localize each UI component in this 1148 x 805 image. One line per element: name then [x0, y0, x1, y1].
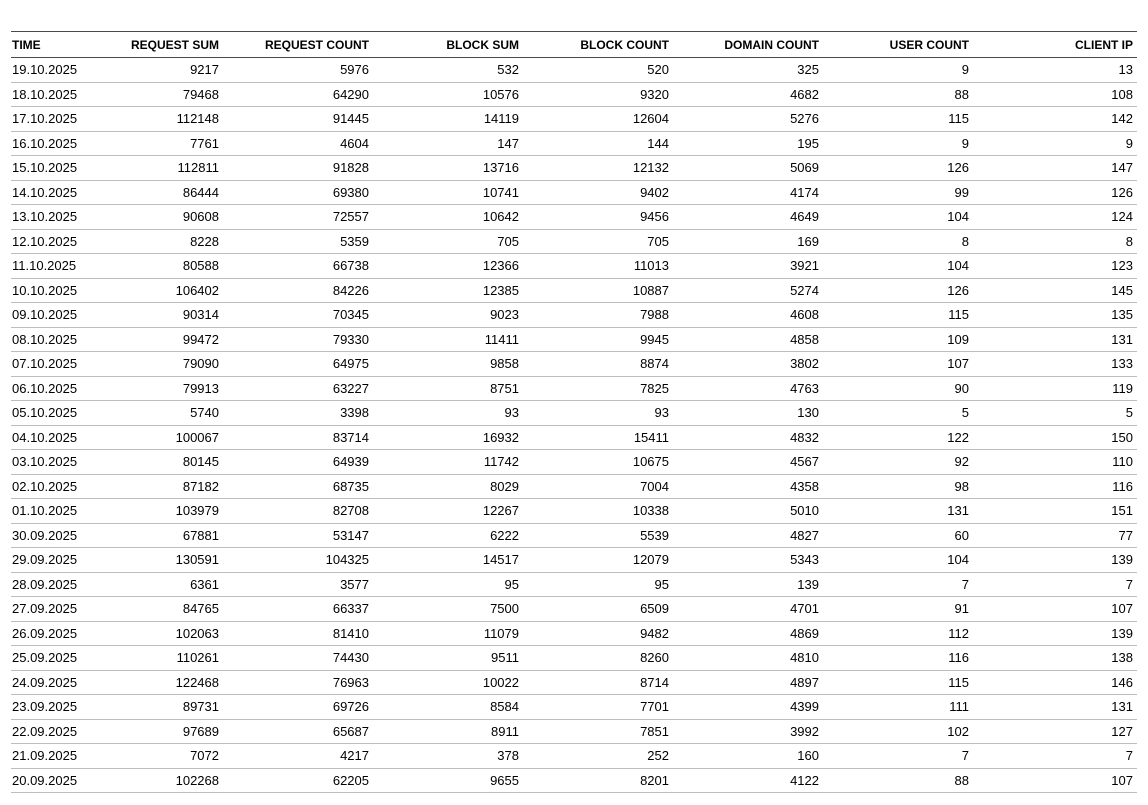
client-ip-cell: 5 [1125, 405, 1133, 421]
block-sum-cell: 12267 [482, 503, 519, 519]
request-sum-cell: 130591 [175, 552, 219, 568]
client-ip-cell: 147 [1111, 160, 1133, 176]
time-cell: 16.10.2025 [12, 135, 78, 151]
time-cell: 08.10.2025 [12, 331, 78, 347]
request-count-cell: 64975 [332, 356, 369, 372]
block-count-cell: 7988 [640, 307, 669, 323]
request-count-cell: 70345 [332, 307, 369, 323]
user-count-cell: 115 [948, 111, 969, 127]
request-sum-cell: 80588 [182, 258, 219, 274]
user-count-cell: 92 [954, 454, 969, 470]
block-count-cell: 9456 [640, 209, 669, 225]
domain-count-cell: 4122 [790, 772, 819, 788]
header-row [11, 32, 1137, 58]
domain-count-cell: 4701 [790, 601, 819, 617]
block-count-cell: 9320 [640, 86, 669, 102]
request-sum-cell: 90608 [182, 209, 219, 225]
client-ip-cell: 131 [1111, 331, 1133, 347]
block-sum-cell: 532 [497, 62, 519, 78]
request-count-cell: 76963 [332, 674, 369, 690]
block-count-cell: 11013 [633, 258, 669, 274]
client-ip-cell: 135 [1111, 307, 1133, 323]
block-count-cell: 7701 [640, 699, 669, 715]
client-ip-cell: 9 [1125, 135, 1133, 151]
user-count-cell: 102 [947, 723, 969, 739]
client-ip-cell: 7 [1125, 576, 1133, 592]
request-sum-cell: 102268 [175, 772, 219, 788]
domain-count-cell: 5069 [790, 160, 819, 176]
user-count-cell: 7 [961, 576, 969, 592]
time-cell: 26.09.2025 [12, 625, 78, 641]
request-count-cell: 5359 [340, 233, 369, 249]
block-sum-cell: 378 [497, 748, 519, 764]
user-count-cell: 116 [948, 650, 969, 666]
block-count-cell: 8260 [640, 650, 669, 666]
block-count-cell: 144 [647, 135, 669, 151]
request-sum-cell: 86444 [182, 184, 219, 200]
request-count-cell: 62205 [332, 772, 369, 788]
client-ip-cell: 133 [1111, 356, 1133, 372]
client-ip-cell: 13 [1118, 62, 1133, 78]
domain-count-cell: 4358 [790, 478, 819, 494]
block-sum-cell: 8584 [490, 699, 519, 715]
user-count-cell: 104 [947, 209, 969, 225]
user-count-cell: 104 [947, 552, 969, 568]
table-row [11, 131, 1137, 156]
block-count-cell: 8201 [640, 772, 669, 788]
table-row [11, 744, 1137, 769]
client-ip-cell: 127 [1111, 723, 1133, 739]
user-count-cell: 126 [947, 160, 969, 176]
table-header [11, 32, 1137, 58]
block-count-cell: 8714 [640, 674, 669, 690]
domain-count-cell: 4858 [790, 331, 819, 347]
domain-count-cell: 4399 [790, 699, 819, 715]
request-count-cell: 53147 [332, 527, 369, 543]
request-sum-cell: 99472 [182, 331, 219, 347]
user-count-cell: 7 [961, 748, 969, 764]
time-cell: 23.09.2025 [12, 699, 78, 715]
request-sum-cell: 79468 [182, 86, 219, 102]
user-count-cell: 109 [947, 331, 969, 347]
block-sum-cell: 16932 [482, 429, 519, 445]
block-count-cell: 12132 [632, 160, 669, 176]
user-count-cell: 126 [947, 282, 969, 298]
request-sum-cell: 5740 [190, 405, 219, 421]
request-sum-cell: 106402 [175, 282, 219, 298]
request-count-cell: 79330 [332, 331, 369, 347]
table-row [11, 278, 1137, 303]
client-ip-cell: 110 [1112, 454, 1133, 470]
table-row [11, 695, 1137, 720]
block-count-cell: 8874 [640, 356, 669, 372]
domain-count-cell: 130 [797, 405, 819, 421]
domain-count-cell: 5276 [790, 111, 819, 127]
client-ip-cell: 124 [1111, 209, 1133, 225]
client-ip-cell: 108 [1111, 86, 1133, 102]
request-sum-cell: 100067 [175, 429, 219, 445]
user-count-cell: 88 [954, 86, 969, 102]
user-count-cell: 99 [954, 184, 969, 200]
request-count-cell: 82708 [332, 503, 369, 519]
request-count-cell: 5976 [340, 62, 369, 78]
time-cell: 21.09.2025 [12, 748, 78, 764]
request-count-cell: 104325 [325, 552, 369, 568]
request-count-cell: 81410 [332, 625, 369, 641]
stats-table [11, 31, 1137, 793]
block-count-cell: 10887 [632, 282, 669, 298]
client-ip-cell: 77 [1118, 527, 1133, 543]
block-sum-cell: 705 [497, 233, 519, 249]
request-sum-cell: 67881 [182, 527, 219, 543]
user-count-cell: 91 [954, 601, 969, 617]
client-ip-cell: 131 [1111, 699, 1133, 715]
request-sum-cell: 79090 [182, 356, 219, 372]
request-sum-cell: 112811 [177, 160, 219, 176]
user-count-cell: 122 [947, 429, 969, 445]
request-count-cell: 65687 [332, 723, 369, 739]
client-ip-cell: 139 [1111, 552, 1133, 568]
block-sum-cell: 14517 [482, 552, 519, 568]
request-count-cell: 69380 [332, 184, 369, 200]
client-ip-cell: 142 [1111, 111, 1133, 127]
domain-count-cell: 3802 [790, 356, 819, 372]
request-count-cell: 64939 [332, 454, 369, 470]
table-row [11, 82, 1137, 107]
domain-count-cell: 4608 [790, 307, 819, 323]
time-cell: 10.10.2025 [12, 282, 78, 298]
request-sum-cell: 90314 [182, 307, 219, 323]
time-cell: 24.09.2025 [12, 674, 78, 690]
domain-count-cell: 195 [797, 135, 819, 151]
request-count-cell: 4604 [340, 135, 369, 151]
request-sum-cell: 8228 [190, 233, 219, 249]
table-row [11, 450, 1137, 475]
block-sum-cell: 10576 [482, 86, 519, 102]
user-count-cell: 8 [961, 233, 969, 249]
request-sum-cell: 97689 [182, 723, 219, 739]
request-count-cell: 4217 [340, 748, 369, 764]
block-count-cell: 520 [647, 62, 669, 78]
domain-count-cell: 5343 [790, 552, 819, 568]
table-row [11, 401, 1137, 426]
block-count-cell: 7004 [640, 478, 669, 494]
block-sum-cell: 8911 [491, 723, 519, 739]
table-row [11, 425, 1137, 450]
request-sum-cell: 112148 [176, 111, 219, 127]
domain-count-cell: 4649 [790, 209, 819, 225]
client-ip-cell: 146 [1111, 674, 1133, 690]
table-row [11, 205, 1137, 230]
client-ip-cell: 8 [1125, 233, 1133, 249]
table-row [11, 523, 1137, 548]
request-count-cell: 3398 [340, 405, 369, 421]
client-ip-cell: 150 [1111, 429, 1133, 445]
client-ip-cell: 119 [1112, 380, 1133, 396]
request-sum-cell: 110261 [176, 650, 219, 666]
request-sum-cell: 9217 [190, 62, 219, 78]
block-sum-cell: 95 [504, 576, 519, 592]
user-count-cell: 98 [954, 478, 969, 494]
user-count-cell: 131 [947, 503, 969, 519]
table-row [11, 376, 1137, 401]
client-ip-cell: 126 [1111, 184, 1133, 200]
table-row [11, 499, 1137, 524]
block-count-cell: 252 [647, 748, 669, 764]
block-sum-cell: 10022 [482, 674, 519, 690]
block-sum-cell: 11742 [483, 454, 519, 470]
table-row [11, 597, 1137, 622]
time-cell: 07.10.2025 [12, 356, 78, 372]
domain-count-cell: 4174 [790, 184, 819, 200]
time-cell: 15.10.2025 [12, 160, 78, 176]
column-header-block-sum: BLOCK SUM [446, 37, 519, 52]
domain-count-cell: 4897 [790, 674, 819, 690]
block-count-cell: 12079 [632, 552, 669, 568]
domain-count-cell: 4827 [790, 527, 819, 543]
client-ip-cell: 7 [1125, 748, 1133, 764]
block-count-cell: 705 [647, 233, 669, 249]
request-sum-cell: 89731 [182, 699, 219, 715]
request-sum-cell: 79913 [182, 380, 219, 396]
domain-count-cell: 3992 [790, 723, 819, 739]
domain-count-cell: 4869 [790, 625, 819, 641]
time-cell: 25.09.2025 [12, 650, 78, 666]
client-ip-cell: 107 [1111, 601, 1133, 617]
user-count-cell: 111 [949, 699, 969, 715]
time-cell: 17.10.2025 [12, 111, 78, 127]
table-row [11, 229, 1137, 254]
request-count-cell: 72557 [332, 209, 369, 225]
request-count-cell: 3577 [340, 576, 369, 592]
block-sum-cell: 12385 [482, 282, 519, 298]
time-cell: 28.09.2025 [12, 576, 78, 592]
domain-count-cell: 4832 [790, 429, 819, 445]
domain-count-cell: 160 [797, 748, 819, 764]
block-sum-cell: 10741 [482, 184, 519, 200]
block-count-cell: 6509 [640, 601, 669, 617]
block-sum-cell: 9858 [490, 356, 519, 372]
column-header-block-count: BLOCK COUNT [580, 37, 669, 52]
block-count-cell: 7851 [640, 723, 669, 739]
block-count-cell: 10675 [632, 454, 669, 470]
user-count-cell: 115 [948, 674, 969, 690]
domain-count-cell: 4567 [790, 454, 819, 470]
column-header-user-count: USER COUNT [889, 37, 969, 52]
client-ip-cell: 116 [1112, 478, 1133, 494]
block-count-cell: 95 [654, 576, 669, 592]
block-sum-cell: 7500 [490, 601, 519, 617]
request-sum-cell: 87182 [182, 478, 219, 494]
table-row [11, 107, 1137, 132]
domain-count-cell: 325 [797, 62, 819, 78]
block-count-cell: 12604 [632, 111, 669, 127]
block-sum-cell: 8029 [490, 478, 519, 494]
block-count-cell: 7825 [640, 380, 669, 396]
user-count-cell: 112 [948, 625, 969, 641]
block-sum-cell: 147 [497, 135, 519, 151]
client-ip-cell: 123 [1111, 258, 1133, 274]
table-row [11, 474, 1137, 499]
request-count-cell: 66337 [332, 601, 369, 617]
time-cell: 19.10.2025 [12, 62, 78, 78]
column-header-request-count: REQUEST COUNT [264, 37, 369, 52]
block-sum-cell: 9655 [490, 772, 519, 788]
table-row [11, 621, 1137, 646]
request-count-cell: 91445 [332, 111, 369, 127]
time-cell: 27.09.2025 [12, 601, 78, 617]
time-cell: 20.09.2025 [12, 772, 78, 788]
domain-count-cell: 4810 [790, 650, 819, 666]
block-sum-cell: 9023 [490, 307, 519, 323]
table-row [11, 548, 1137, 573]
request-sum-cell: 7761 [190, 135, 219, 151]
time-cell: 30.09.2025 [12, 527, 78, 543]
request-sum-cell: 103979 [175, 503, 219, 519]
column-header-domain-count: DOMAIN COUNT [724, 37, 819, 52]
domain-count-cell: 4763 [790, 380, 819, 396]
time-cell: 05.10.2025 [12, 405, 78, 421]
table-row [11, 180, 1137, 205]
time-cell: 22.09.2025 [12, 723, 78, 739]
time-cell: 01.10.2025 [12, 503, 78, 519]
request-sum-cell: 84765 [182, 601, 219, 617]
block-count-cell: 9945 [640, 331, 669, 347]
user-count-cell: 9 [961, 62, 969, 78]
table-row [11, 768, 1137, 793]
request-count-cell: 64290 [332, 86, 369, 102]
request-count-cell: 63227 [332, 380, 369, 396]
block-sum-cell: 93 [504, 405, 519, 421]
block-sum-cell: 8751 [490, 380, 519, 396]
block-sum-cell: 9511 [491, 650, 519, 666]
domain-count-cell: 5010 [790, 503, 819, 519]
domain-count-cell: 3921 [790, 258, 819, 274]
time-cell: 14.10.2025 [12, 184, 78, 200]
request-sum-cell: 102063 [175, 625, 219, 641]
request-sum-cell: 6361 [190, 576, 219, 592]
request-sum-cell: 122468 [175, 674, 219, 690]
column-header-request-sum: REQUEST SUM [130, 37, 219, 52]
time-cell: 03.10.2025 [12, 454, 78, 470]
time-cell: 02.10.2025 [12, 478, 78, 494]
table-row [11, 303, 1137, 328]
table-row [11, 156, 1137, 181]
column-header-client-ip: CLIENT IP [1074, 37, 1133, 52]
table-row [11, 646, 1137, 671]
table-row [11, 670, 1137, 695]
client-ip-cell: 145 [1111, 282, 1133, 298]
table-row [11, 58, 1137, 83]
block-sum-cell: 6222 [490, 527, 519, 543]
table-row [11, 572, 1137, 597]
block-sum-cell: 11079 [483, 625, 519, 641]
time-cell: 29.09.2025 [12, 552, 78, 568]
block-count-cell: 93 [654, 405, 669, 421]
table-body [11, 58, 1137, 793]
domain-count-cell: 139 [797, 576, 819, 592]
table-row [11, 352, 1137, 377]
time-cell: 09.10.2025 [12, 307, 78, 323]
block-sum-cell: 11411 [484, 331, 519, 347]
user-count-cell: 9 [961, 135, 969, 151]
block-count-cell: 5539 [640, 527, 669, 543]
column-header-time: TIME [12, 37, 41, 52]
client-ip-cell: 151 [1111, 503, 1133, 519]
time-cell: 04.10.2025 [12, 429, 78, 445]
domain-count-cell: 169 [797, 233, 819, 249]
block-sum-cell: 10642 [482, 209, 519, 225]
request-count-cell: 84226 [332, 282, 369, 298]
request-sum-cell: 80145 [182, 454, 219, 470]
block-sum-cell: 13716 [482, 160, 519, 176]
time-cell: 06.10.2025 [12, 380, 78, 396]
user-count-cell: 90 [954, 380, 969, 396]
user-count-cell: 88 [954, 772, 969, 788]
block-count-cell: 9482 [640, 625, 669, 641]
table-row [11, 719, 1137, 744]
stats-table-container [11, 31, 1137, 793]
user-count-cell: 115 [948, 307, 969, 323]
request-sum-cell: 7072 [190, 748, 219, 764]
block-sum-cell: 12366 [482, 258, 519, 274]
time-cell: 12.10.2025 [12, 233, 78, 249]
user-count-cell: 60 [954, 527, 969, 543]
time-cell: 18.10.2025 [12, 86, 78, 102]
block-count-cell: 10338 [632, 503, 669, 519]
client-ip-cell: 139 [1111, 625, 1133, 641]
domain-count-cell: 4682 [790, 86, 819, 102]
domain-count-cell: 5274 [790, 282, 819, 298]
request-count-cell: 69726 [332, 699, 369, 715]
user-count-cell: 104 [947, 258, 969, 274]
request-count-cell: 66738 [332, 258, 369, 274]
client-ip-cell: 107 [1111, 772, 1133, 788]
request-count-cell: 74430 [332, 650, 369, 666]
table-row [11, 327, 1137, 352]
time-cell: 11.10.2025 [12, 258, 77, 274]
table-row [11, 254, 1137, 279]
block-sum-cell: 14119 [483, 111, 519, 127]
time-cell: 13.10.2025 [12, 209, 78, 225]
block-count-cell: 9402 [640, 184, 669, 200]
request-count-cell: 83714 [332, 429, 369, 445]
block-count-cell: 15411 [633, 429, 669, 445]
user-count-cell: 5 [961, 405, 969, 421]
request-count-cell: 91828 [332, 160, 369, 176]
request-count-cell: 68735 [332, 478, 369, 494]
client-ip-cell: 138 [1111, 650, 1133, 666]
user-count-cell: 107 [947, 356, 969, 372]
